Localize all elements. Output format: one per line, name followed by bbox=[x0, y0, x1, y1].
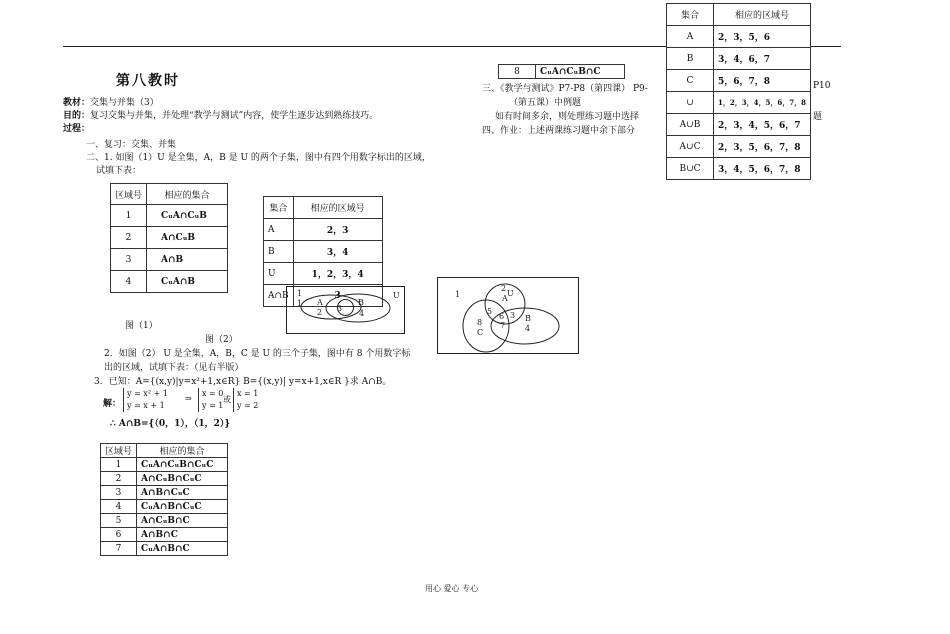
region-set-table-3 bbox=[100, 443, 228, 556]
purpose-line bbox=[63, 108, 378, 121]
venn1-intersection-circle bbox=[337, 299, 354, 316]
question-1-cont: 试填下表： bbox=[96, 166, 142, 176]
purpose-label: 目的： bbox=[63, 111, 91, 121]
or-text: 或 bbox=[223, 395, 231, 404]
section-3-line-2: （第五课）中例题 bbox=[509, 98, 582, 108]
venn1-label: B bbox=[358, 298, 364, 307]
equation: x = 0 bbox=[202, 389, 224, 398]
table-cell: 3，4，5，6，7，8 bbox=[714, 158, 811, 180]
venn2-label: C bbox=[477, 328, 484, 337]
table-cell: A∩B bbox=[264, 285, 294, 307]
material-line bbox=[63, 95, 159, 108]
table-cell: U bbox=[264, 263, 294, 285]
venn1-label: 1 bbox=[297, 289, 303, 298]
venn2-label: B bbox=[525, 314, 531, 323]
venn1-label: A bbox=[317, 298, 323, 307]
question-1: 二、1. 如图（1）U 是全集，A，B 是 U 的两个子集，图中有四个用数字标出的区域， bbox=[86, 153, 431, 163]
table-cell: CᵤA∩CᵤB bbox=[147, 205, 228, 227]
table-cell: A∩B bbox=[147, 249, 228, 271]
table-cell: 3，4，6，7 bbox=[714, 48, 811, 70]
table2-header-region: 相应的区域号 bbox=[293, 197, 382, 219]
venn1-label: 4 bbox=[359, 309, 365, 318]
figure-2-caption: 图（2） bbox=[205, 335, 238, 345]
solution-label: 解： bbox=[103, 399, 122, 409]
venn2-label: 6 bbox=[499, 312, 505, 321]
table5-header-set: 集合 bbox=[667, 4, 714, 26]
table-cell: B bbox=[264, 241, 294, 263]
table-cell: 1，2，3，4 bbox=[293, 263, 382, 285]
table-cell: 8 bbox=[499, 65, 536, 79]
equation-system-3 bbox=[233, 388, 258, 412]
table-cell: 5，6，7，8 bbox=[714, 70, 811, 92]
table-cell: 2 bbox=[101, 472, 137, 486]
venn-diagram-2 bbox=[437, 277, 580, 354]
venn2-label: U bbox=[507, 289, 514, 298]
table-cell: 3 bbox=[293, 285, 382, 307]
venn2-label: A bbox=[502, 294, 508, 303]
lesson-title: 第八教时 bbox=[116, 73, 180, 89]
table-cell: 2 bbox=[111, 227, 147, 249]
table-cell: CᵤA∩B∩CᵤC bbox=[137, 500, 228, 514]
table-cell: A bbox=[264, 219, 294, 241]
table-cell: 4 bbox=[111, 271, 147, 293]
table-cell: B∪C bbox=[667, 158, 714, 180]
venn2-label: 3 bbox=[510, 311, 516, 320]
purpose-text: 复习交集与并集，并处理“教学与测试”内容，使学生逐步达到熟练技巧。 bbox=[90, 111, 379, 121]
venn2-label: 5 bbox=[487, 307, 493, 316]
material-text: 交集与并集（3） bbox=[90, 98, 159, 108]
page-footer: 用心 爱心 专心 bbox=[425, 584, 479, 593]
venn1-label: U bbox=[393, 291, 400, 300]
table-cell: 1 bbox=[111, 205, 147, 227]
table-cell: CᵤA∩CᵤB∩CᵤC bbox=[137, 458, 228, 472]
region-set-table-4 bbox=[498, 64, 625, 79]
table-cell: C bbox=[667, 70, 714, 92]
table-cell: B bbox=[667, 48, 714, 70]
question-2-line-1: 2．如图（2） U 是全集，A，B，C 是 U 的三个子集，图中有 8 个用数字标 bbox=[104, 349, 411, 359]
table3-header-region: 区域号 bbox=[101, 444, 137, 458]
table-cell: A∩CᵤB∩C bbox=[137, 514, 228, 528]
table-cell: 2，3，4，5，6，7 bbox=[714, 114, 811, 136]
table-cell: 2，3，5，6 bbox=[714, 26, 811, 48]
table-cell: 3 bbox=[111, 249, 147, 271]
table1-header-region: 区域号 bbox=[111, 184, 147, 205]
table-cell: A∩B∩C bbox=[137, 528, 228, 542]
section-3-line-1: 三、《教学与测试》P7-P8（第四课） P9- bbox=[482, 84, 648, 94]
equation: y = x + 1 bbox=[127, 401, 165, 410]
section-4-homework: 四、作业：上述两课练习题中余下部分 bbox=[482, 126, 636, 136]
table-cell: A∩CᵤB bbox=[147, 227, 228, 249]
table-cell: 4 bbox=[101, 500, 137, 514]
material-label: 教材： bbox=[63, 98, 91, 108]
table-cell: A∩B∩CᵤC bbox=[137, 486, 228, 500]
table-cell: ∪ bbox=[667, 92, 714, 114]
table-cell: 3 bbox=[101, 486, 137, 500]
table-cell: 1，2，3，4，5，6，7，8 bbox=[714, 92, 811, 114]
table3-header-set: 相应的集合 bbox=[137, 444, 228, 458]
table-cell: 3，4 bbox=[293, 241, 382, 263]
table-cell: A∩CᵤB∩CᵤC bbox=[137, 472, 228, 486]
table-cell: 5 bbox=[101, 514, 137, 528]
venn1-label: 1 bbox=[297, 299, 303, 308]
venn2-label: 7 bbox=[500, 321, 506, 330]
process-label: 过程： bbox=[63, 124, 91, 134]
question-2-line-2: 出的区域，试填下表：（见右半版） bbox=[104, 363, 244, 373]
venn2-label: 1 bbox=[455, 290, 461, 299]
question-3: 3．已知：A={(x,y)|y=x²+1,x∈R} B={(x,y)| y=x+1,x∈R }求 A∩B。 bbox=[94, 377, 392, 387]
table-cell: 2，3，5，6，7，8 bbox=[714, 136, 811, 158]
solution-result: ∴ A∩B={（0，1），（1，2）} bbox=[110, 419, 231, 429]
venn1-label: 2 bbox=[317, 308, 323, 317]
region-set-table-5 bbox=[666, 3, 811, 180]
equation-system-1 bbox=[123, 388, 168, 412]
region-set-table-1 bbox=[110, 183, 228, 293]
equation: y = 2 bbox=[237, 401, 259, 410]
venn1-label: 3 bbox=[337, 304, 343, 313]
table-cell: 7 bbox=[101, 542, 137, 556]
section-3-continuation: 题 bbox=[813, 112, 823, 122]
equation: x = 1 bbox=[237, 389, 259, 398]
section-review: 一、复习：交集、并集 bbox=[86, 140, 177, 150]
table-cell: 2，3 bbox=[293, 219, 382, 241]
table-cell: CᵤA∩B bbox=[147, 271, 228, 293]
table1-header-set: 相应的集合 bbox=[147, 184, 228, 205]
equation-system-2 bbox=[198, 388, 223, 412]
table-cell: CᵤA∩CᵤB∩C bbox=[536, 65, 625, 79]
table-cell: A∪B bbox=[667, 114, 714, 136]
table5-header-region: 相应的区域号 bbox=[714, 4, 811, 26]
table-cell: A bbox=[667, 26, 714, 48]
implies-arrow: ⇒ bbox=[185, 394, 192, 403]
table2-header-set: 集合 bbox=[264, 197, 294, 219]
table-cell: 1 bbox=[101, 458, 137, 472]
venn2-label: 2 bbox=[501, 284, 507, 293]
equation: y = x² + 1 bbox=[127, 389, 168, 398]
equation: y = 1 bbox=[202, 401, 224, 410]
venn2-label: 8 bbox=[477, 318, 483, 327]
section-3-line-3: 如有时间多余，则处理练习题中选择 bbox=[495, 112, 640, 122]
table-cell: A∪C bbox=[667, 136, 714, 158]
page-ref-p10: P10 bbox=[813, 81, 831, 91]
table-cell: CᵤA∩B∩C bbox=[137, 542, 228, 556]
figure-1-caption: 图（1） bbox=[125, 321, 158, 331]
venn2-label: 4 bbox=[525, 324, 531, 333]
table-cell: 6 bbox=[101, 528, 137, 542]
